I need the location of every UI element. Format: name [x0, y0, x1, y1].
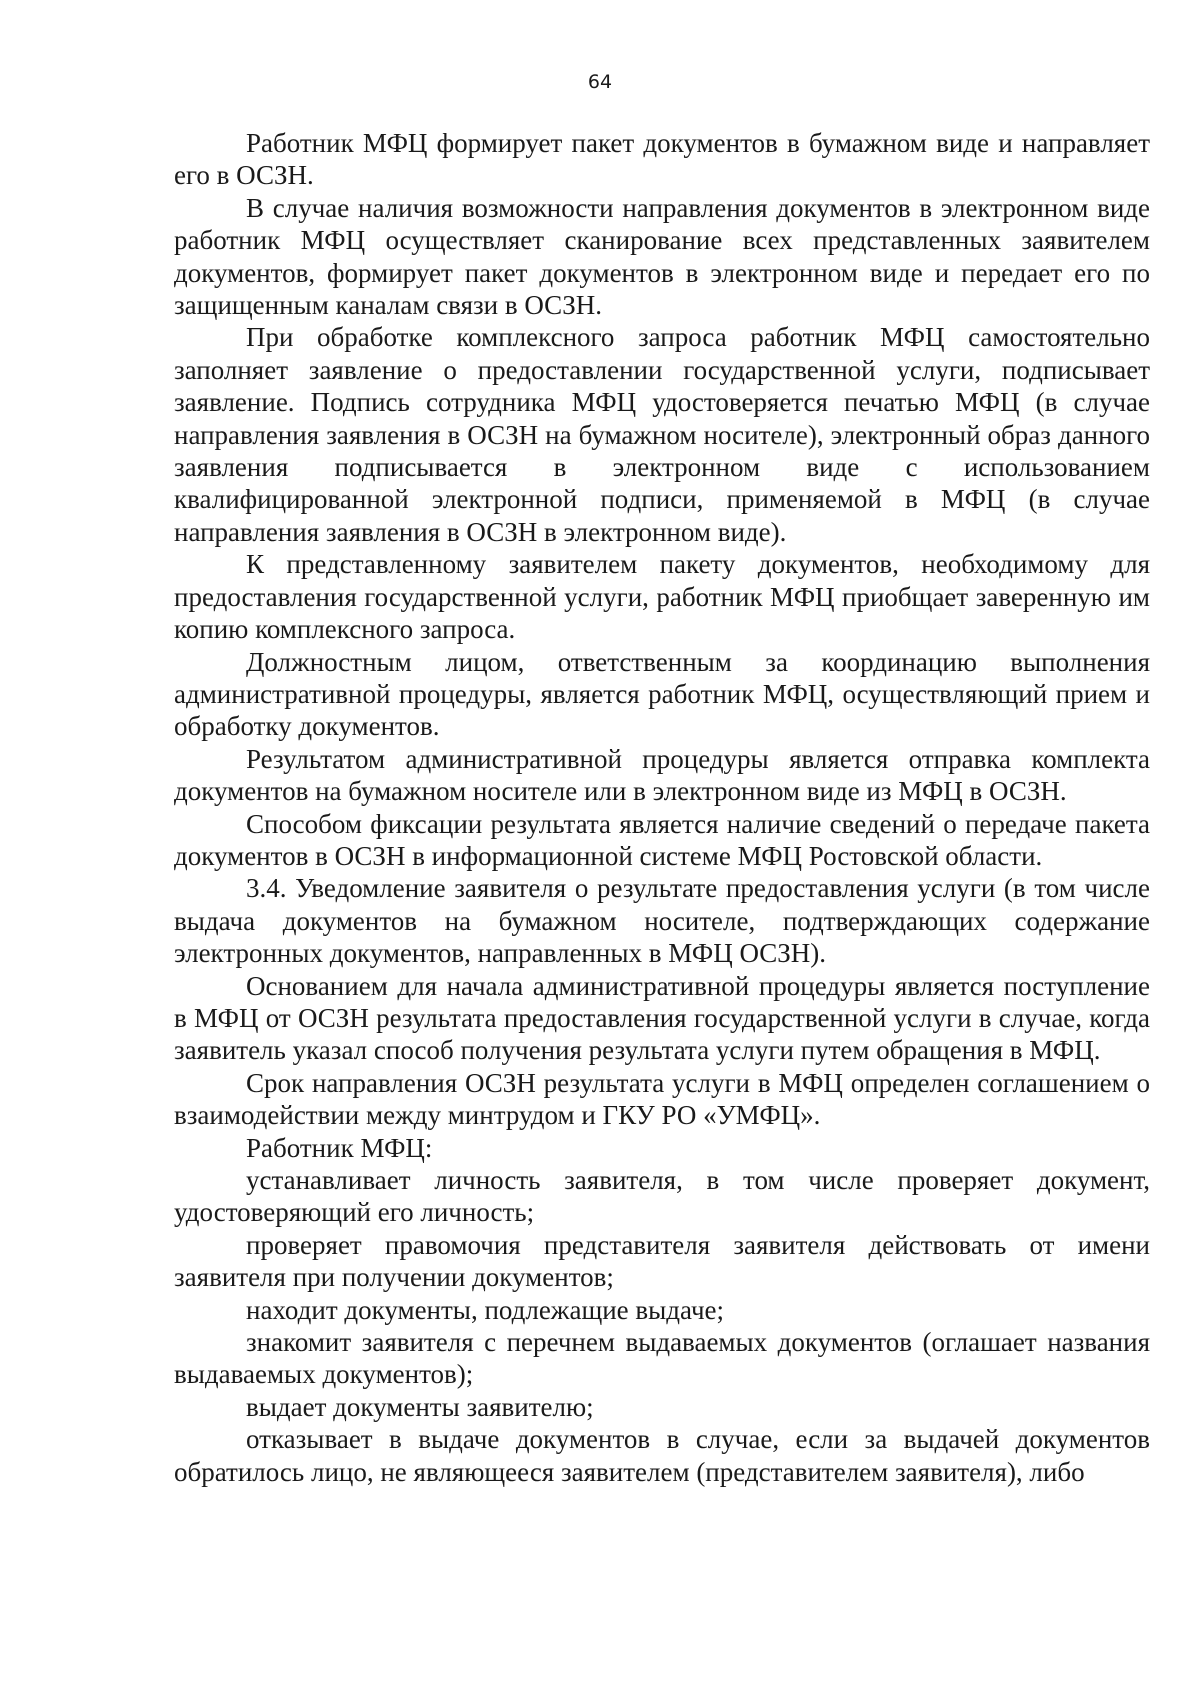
paragraph: При обработке комплексного запроса работник МФЦ самостоятельно заполняет заявление о предоставлении государственной услуги, подписывает заявление. Подпись сотрудника МФЦ удостоверяется печатью МФЦ (в случае направления заявления в ОСЗН на бумажном носителе), электронный образ данного заявления подписывается в электронном виде с использованием квалифицированной электронной подписи, применяемой в МФЦ (в случае направления заявления в ОСЗН в электронном виде).	[174, 322, 1150, 547]
list-item: выдает документы заявителю;	[246, 1391, 594, 1422]
list-item: знакомит заявителя с перечнем выдаваемых документов (оглашает названия выдаваемых документов);	[174, 1327, 1150, 1390]
paragraph: Способом фиксации результата является наличие сведений о передаче пакета документов в ОСЗН в информационной системе МФЦ Ростовской области.	[174, 808, 1150, 871]
list-item: проверяет правомочия представителя заявителя действовать от имени заявителя при получении документов;	[174, 1229, 1150, 1293]
page-number: 64	[587, 71, 613, 93]
list-intro: Работник МФЦ:	[246, 1132, 433, 1163]
paragraph: К представленному заявителем пакету документов, необходимому для предоставления государственной услуги, работник МФЦ приобщает заверенную им копию комплексного запроса.	[174, 549, 1150, 645]
section-heading-3-4: 3.4. Уведомление заявителя о результате предоставления услуги (в том числе выдача документов на бумажном носителе, подтверждающих содержание электронных документов, направленных в МФЦ ОСЗН).	[174, 873, 1150, 969]
paragraph: Должностным лицом, ответственным за координацию выполнения административной процедуры, является работник МФЦ, осуществляющий прием и обработку документов.	[174, 646, 1150, 742]
paragraph: Основанием для начала административной процедуры является поступление в МФЦ от ОСЗН результата предоставления государственной услуги в случае, когда заявитель указал способ получения результата услуги путем обращения в МФЦ.	[174, 970, 1150, 1066]
list-item: находит документы, подлежащие выдаче;	[246, 1294, 725, 1325]
list-item: устанавливает личность заявителя, в том числе проверяет документ, удостоверяющий его личность;	[174, 1165, 1150, 1228]
paragraph: В случае наличия возможности направления документов в электронном виде работник МФЦ осуществляет сканирование всех представленных заявителем документов, формирует пакет документов в электронном виде и передает его по защищенным каналам связи в ОСЗН.	[174, 192, 1150, 321]
paragraph: Результатом административной процедуры является отправка комплекта документов на бумажном носителе или в электронном виде из МФЦ в ОСЗН.	[174, 743, 1150, 807]
paragraph: Срок направления ОСЗН результата услуги в МФЦ определен соглашением о взаимодействии между минтрудом и ГКУ РО «УМФЦ».	[174, 1067, 1150, 1131]
document-body	[174, 127, 1150, 1488]
paragraph: Работник МФЦ формирует пакет документов в бумажном виде и направляет его в ОСЗН.	[174, 128, 1150, 191]
list-item: отказывает в выдаче документов в случае, если за выдачей документов обратилось лицо, не являющееся заявителем (представителем заявителя), либо	[174, 1424, 1150, 1487]
